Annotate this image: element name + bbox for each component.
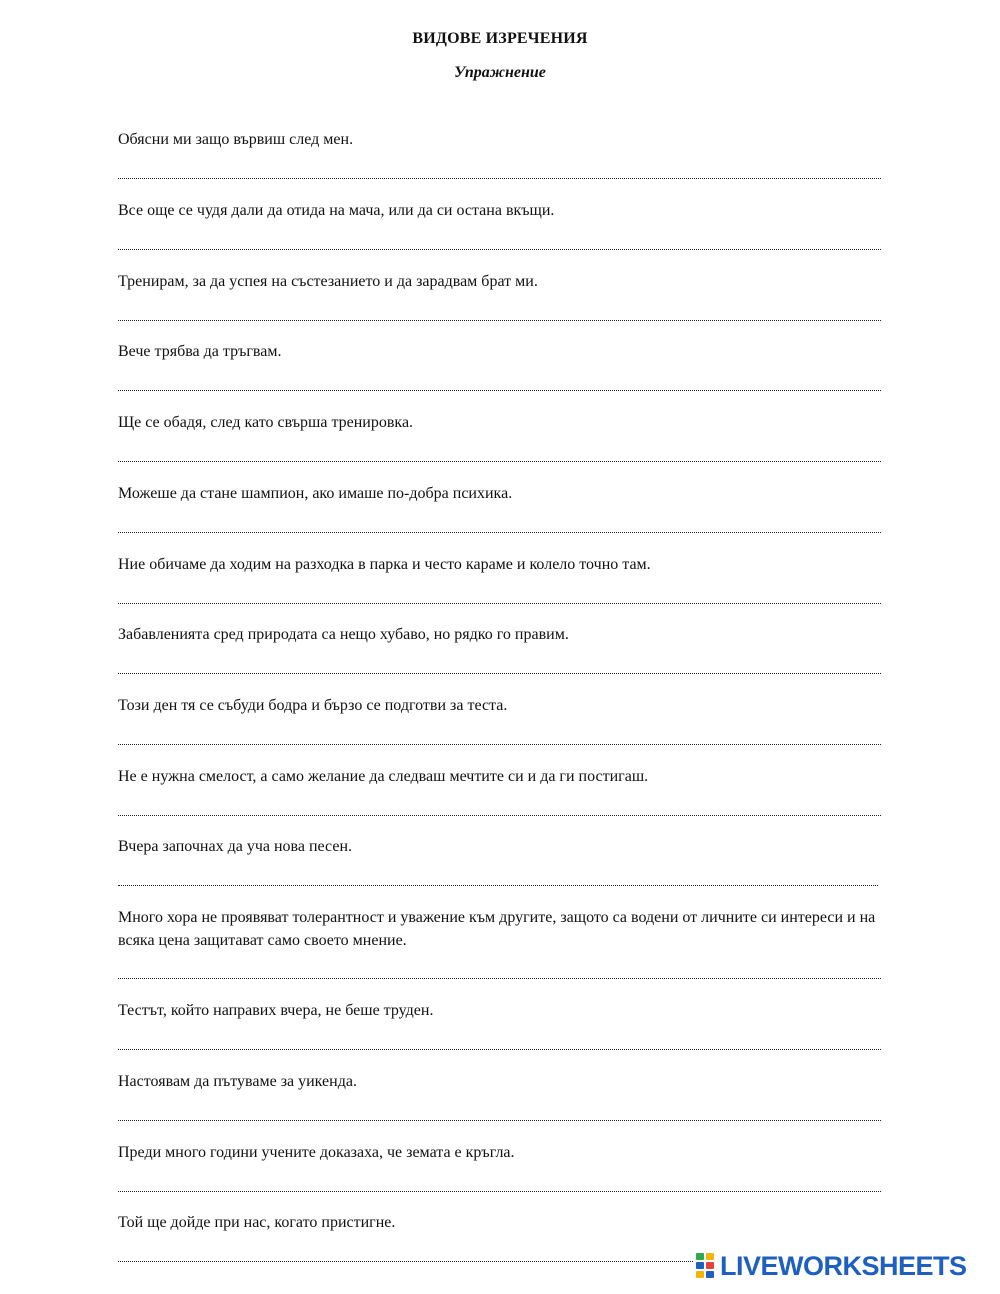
liveworksheets-logo-icon <box>696 1253 716 1279</box>
exercise-item <box>118 1070 883 1093</box>
answer-line[interactable] <box>118 603 881 604</box>
exercise-item <box>118 694 883 717</box>
exercise-sentence: Тренирам, за да успея на състезанието и да зарадвам брат ми. <box>118 273 538 290</box>
exercise-sentence: Ще се обадя, след като свърша тренировка. <box>118 414 414 431</box>
exercise-sentence: Обясни ми защо вървиш след мен. <box>118 131 354 148</box>
exercise-item <box>118 411 883 434</box>
exercise-sentence: Тестът, който направих вчера, не беше труден. <box>118 1002 434 1019</box>
exercise-sentence: Забавленията сред природата са нещо хубаво, но рядко го правим. <box>118 626 569 643</box>
exercise-sentence: Вчера започнах да уча нова песен. <box>118 838 353 855</box>
answer-line[interactable] <box>118 390 881 391</box>
page-title: ВИДОВЕ ИЗРЕЧЕНИЯ <box>412 30 588 47</box>
liveworksheets-logo-text: LIVEWORKSHEETS <box>720 1251 967 1281</box>
answer-line[interactable] <box>118 461 881 462</box>
exercise-item <box>118 906 883 952</box>
exercise-sentence: Този ден тя се събуди бодра и бързо се подготви за теста. <box>118 697 508 714</box>
exercise-sentence: Преди много години учените доказаха, че земата е кръгла. <box>118 1144 515 1161</box>
exercise-item <box>118 999 883 1022</box>
exercise-item <box>118 270 883 293</box>
answer-line[interactable] <box>118 532 881 533</box>
exercise-item <box>118 553 883 576</box>
page-subtitle: Упражнение <box>454 64 546 81</box>
exercise-sentence: Вече трябва да тръгвам. <box>118 343 282 360</box>
answer-line[interactable] <box>118 1261 703 1262</box>
answer-line[interactable] <box>118 178 881 179</box>
exercise-item <box>118 340 883 363</box>
exercise-sentence: Все още се чудя дали да отида на мача, или да си остана вкъщи. <box>118 202 555 219</box>
exercise-item <box>118 199 883 222</box>
answer-line[interactable] <box>118 744 881 745</box>
exercise-sentence: Много хора не проявяват толерантност и уважение към другите, защото са водени от личните си интереси и на всяка цена защитават само своето мнение. <box>118 909 876 949</box>
answer-line[interactable] <box>118 1049 881 1050</box>
exercise-sentence: Той ще дойде при нас, когато пристигне. <box>118 1214 396 1231</box>
exercise-item <box>118 765 883 788</box>
liveworksheets-logo <box>694 1250 975 1282</box>
answer-line[interactable] <box>118 885 878 886</box>
answer-line[interactable] <box>118 978 881 979</box>
exercise-item <box>118 835 883 858</box>
exercise-item <box>118 482 883 505</box>
exercise-sentence: Не е нужна смелост, а само желание да следваш мечтите си и да ги постигаш. <box>118 768 649 785</box>
answer-line[interactable] <box>118 673 881 674</box>
exercise-item <box>118 623 883 646</box>
exercise-sentence: Можеше да стане шампион, ако имаше по-добра психика. <box>118 485 513 502</box>
exercise-item <box>118 128 883 151</box>
exercise-sentence: Настоявам да пътуваме за уикенда. <box>118 1073 357 1090</box>
answer-line[interactable] <box>118 249 881 250</box>
answer-line[interactable] <box>118 1120 881 1121</box>
exercise-item <box>118 1141 883 1164</box>
exercise-item <box>118 1211 883 1234</box>
answer-line[interactable] <box>118 320 881 321</box>
answer-line[interactable] <box>118 815 881 816</box>
exercise-sentence: Ние обичаме да ходим на разходка в парка и често караме и колело точно там. <box>118 556 651 573</box>
answer-line[interactable] <box>118 1191 881 1192</box>
